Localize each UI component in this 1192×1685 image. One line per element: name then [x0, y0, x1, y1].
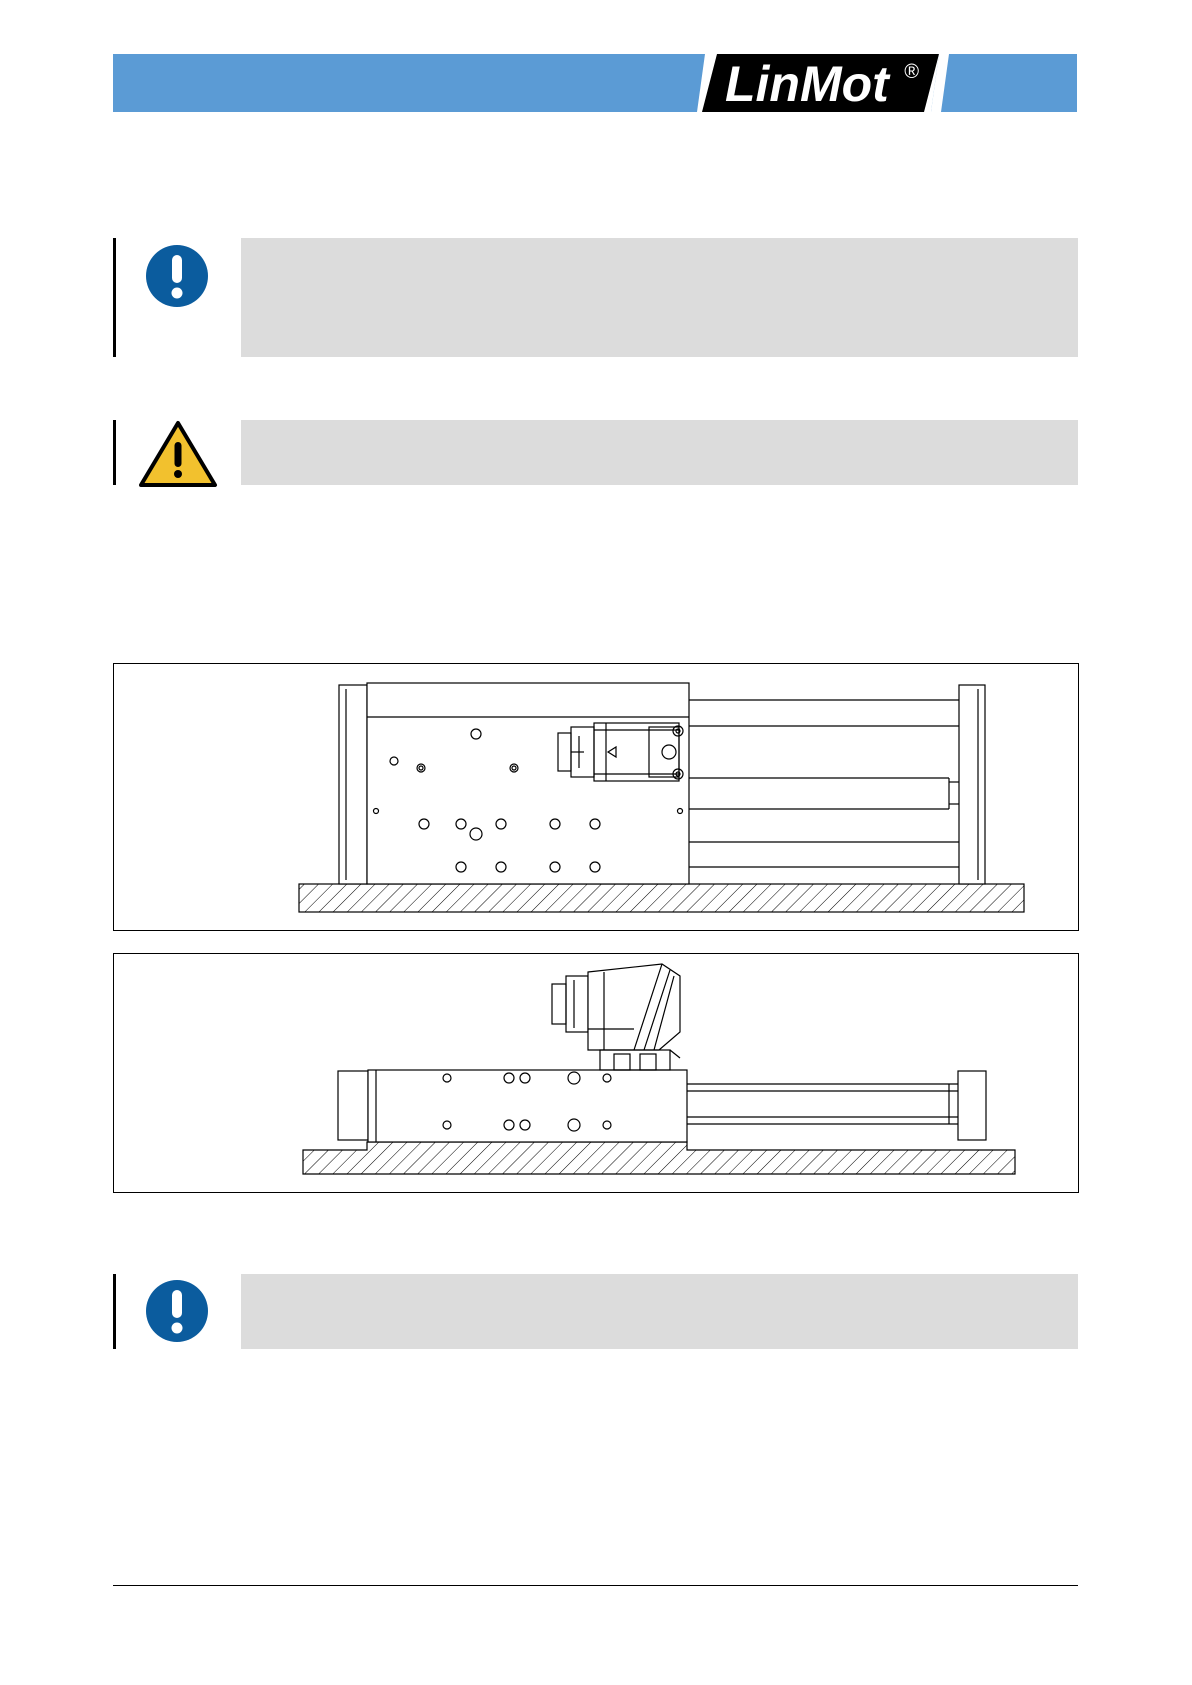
- notice-rule: [113, 1274, 116, 1349]
- warning-triangle-icon: [138, 420, 218, 488]
- side-view-figure: [113, 663, 1079, 931]
- logo-text: LinMot: [725, 56, 889, 112]
- notice-text-box: [241, 420, 1078, 485]
- side-view-drawing: [114, 664, 1078, 930]
- right-end-cap: [959, 685, 985, 884]
- logo-registered-mark: ®: [904, 61, 919, 83]
- left-end-cap: [339, 685, 367, 884]
- important-notice-1: [113, 238, 1078, 357]
- notice-rule: [113, 420, 116, 485]
- slider-body: [367, 683, 689, 884]
- warning-notice: [113, 420, 1078, 485]
- footer-rule: [113, 1585, 1078, 1586]
- front-view-drawing: [114, 954, 1078, 1192]
- right-end-cap: [958, 1071, 986, 1140]
- notice-rule: [113, 238, 116, 357]
- mounting-base: [303, 1142, 1015, 1174]
- notice-text-box: [241, 238, 1078, 357]
- header-bar: [113, 54, 1077, 112]
- exclamation-circle-icon: [145, 1279, 209, 1343]
- front-view-figure: [113, 953, 1079, 1193]
- exclamation-circle-icon: [145, 244, 209, 308]
- mounting-base: [299, 884, 1024, 912]
- important-notice-2: [113, 1274, 1078, 1349]
- notice-text-box: [241, 1274, 1078, 1349]
- left-end-cap: [338, 1071, 368, 1140]
- connector: [552, 964, 680, 1070]
- slider-body: [368, 1070, 687, 1142]
